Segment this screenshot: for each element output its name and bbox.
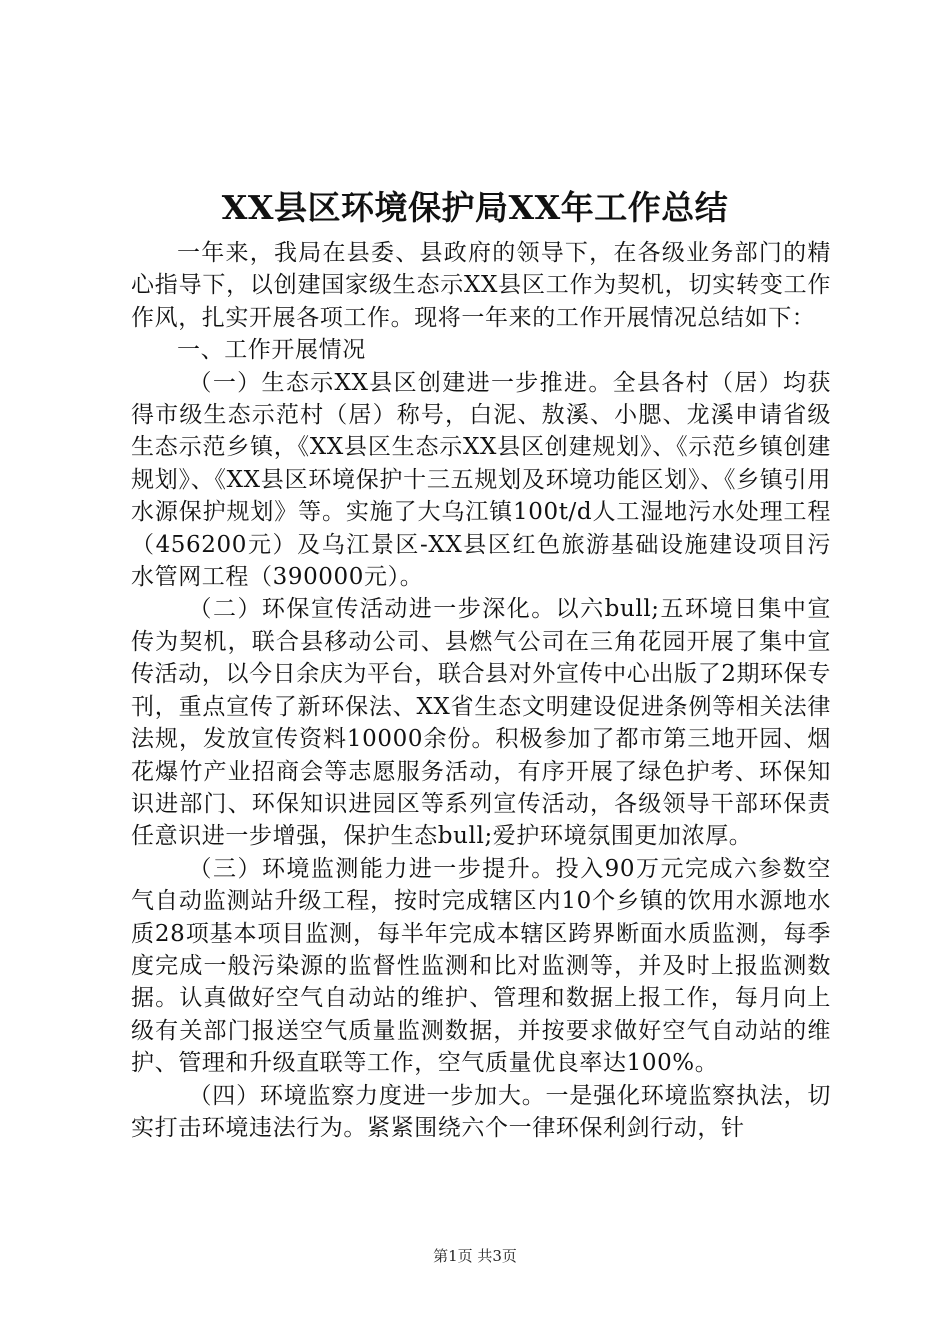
paragraph-publicity: （二）环保宣传活动进一步深化。以六bull;五环境日集中宣传为契机，联合县移动公司、县燃气公司在三角花园开展了集中宣传活动，以今日余庆为平台，联合县对外宣传中心出版了2期环保专刊，重点宣传了新环保法、XX省生态文明建设促进条例等相关法律法规，发放宣传资料10000余份。积极参加了都市第三地开园、烟花爆竹产业招商会等志愿服务活动，有序开展了绿色护考、环保知识进部门、环保知识进园区等系列宣传活动，各级领导干部环保责任意识进一步增强，保护生态bull;爱护环境氛围更加浓厚。 [131,596,831,850]
paragraph-monitoring: （三）环境监测能力进一步提升。投入90万元完成六参数空气自动监测站升级工程，按时完成辖区内10个乡镇的饮用水源地水质28项基本项目监测，每半年完成本辖区跨界断面水质监测，每季度完成一般污染源的监督性监测和比对监测等，并及时上报监测数据。认真做好空气自动站的维护、管理和数据上报工作，每月向上级有关部门报送空气质量监测数据，并按要求做好空气自动站的维护、管理和升级直联等工作，空气质量优良率达100%。 [131,855,831,1077]
intro-paragraph: 一年来，我局在县委、县政府的领导下，在各级业务部门的精心指导下，以创建国家级生态示XX县区工作为契机，切实转变工作作风，扎实开展各项工作。现将一年来的工作开展情况总结如下： [131,240,831,331]
paragraph-supervision: （四）环境监察力度进一步加大。一是强化环境监察执法，切实打击环境违法行为。紧紧围绕六个一律环保利剑行动，针 [131,1082,831,1141]
section-heading: 一、工作开展情况 [177,337,366,364]
paragraph-ecology: （一）生态示XX县区创建进一步推进。全县各村（居）均获得市级生态示范村（居）称号，白泥、敖溪、小腮、龙溪申请省级生态示范乡镇，《XX县区生态示XX县区创建规划》、《示范乡镇创建规划》、《XX县区环境保护十三五规划及环境功能区划》、《乡镇引用水源保护规划》等。实施了大乌江镇100t/d人工湿地污水处理工程（456200元）及乌江景区-XX县区红色旅游基础设施建设项目污水管网工程（390000元）。 [131,369,831,591]
document-body [131,237,831,1144]
page-number: 第1页 共3页 [433,1247,517,1265]
document-title: XX县区环境保护局XX年工作总结 [221,188,729,227]
